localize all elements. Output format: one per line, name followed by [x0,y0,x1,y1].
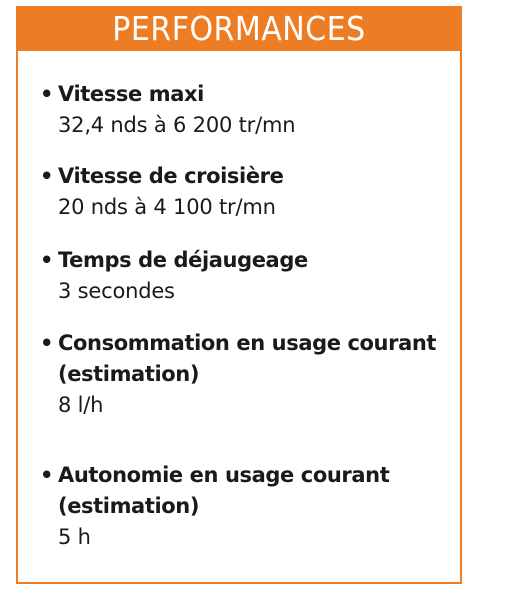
bullet-icon: • [40,248,54,272]
spec-label: Vitesse maxi [58,82,204,106]
spec-label: Consommation en usage courant [58,331,437,355]
spec-item-vitesse-croisiere [40,161,456,223]
bullet-icon: • [40,463,54,487]
spec-label: Vitesse de croisière [58,164,284,188]
spec-value: 20 nds à 4 100 tr/mn [58,195,276,219]
spec-item-autonomie [40,460,456,553]
bullet-icon: • [40,82,54,106]
panel-header [18,8,460,51]
spec-item-vitesse-maxi [40,79,456,141]
spec-value: 8 l/h [58,393,104,417]
bullet-icon: • [40,164,54,188]
performances-panel [16,6,462,584]
spec-label: Autonomie en usage courant [58,463,390,487]
bullet-icon: • [40,331,54,355]
spec-sublabel: (estimation) [58,494,200,518]
spec-value: 32,4 nds à 6 200 tr/mn [58,113,296,137]
spec-item-consommation [40,328,456,421]
spec-label: Temps de déjaugeage [58,248,308,272]
spec-value: 3 secondes [58,279,175,303]
spec-value: 5 h [58,525,91,549]
panel-title: PERFORMANCES [112,9,366,49]
spec-sublabel: (estimation) [58,362,200,386]
spec-item-temps-dejaugeage [40,245,456,307]
